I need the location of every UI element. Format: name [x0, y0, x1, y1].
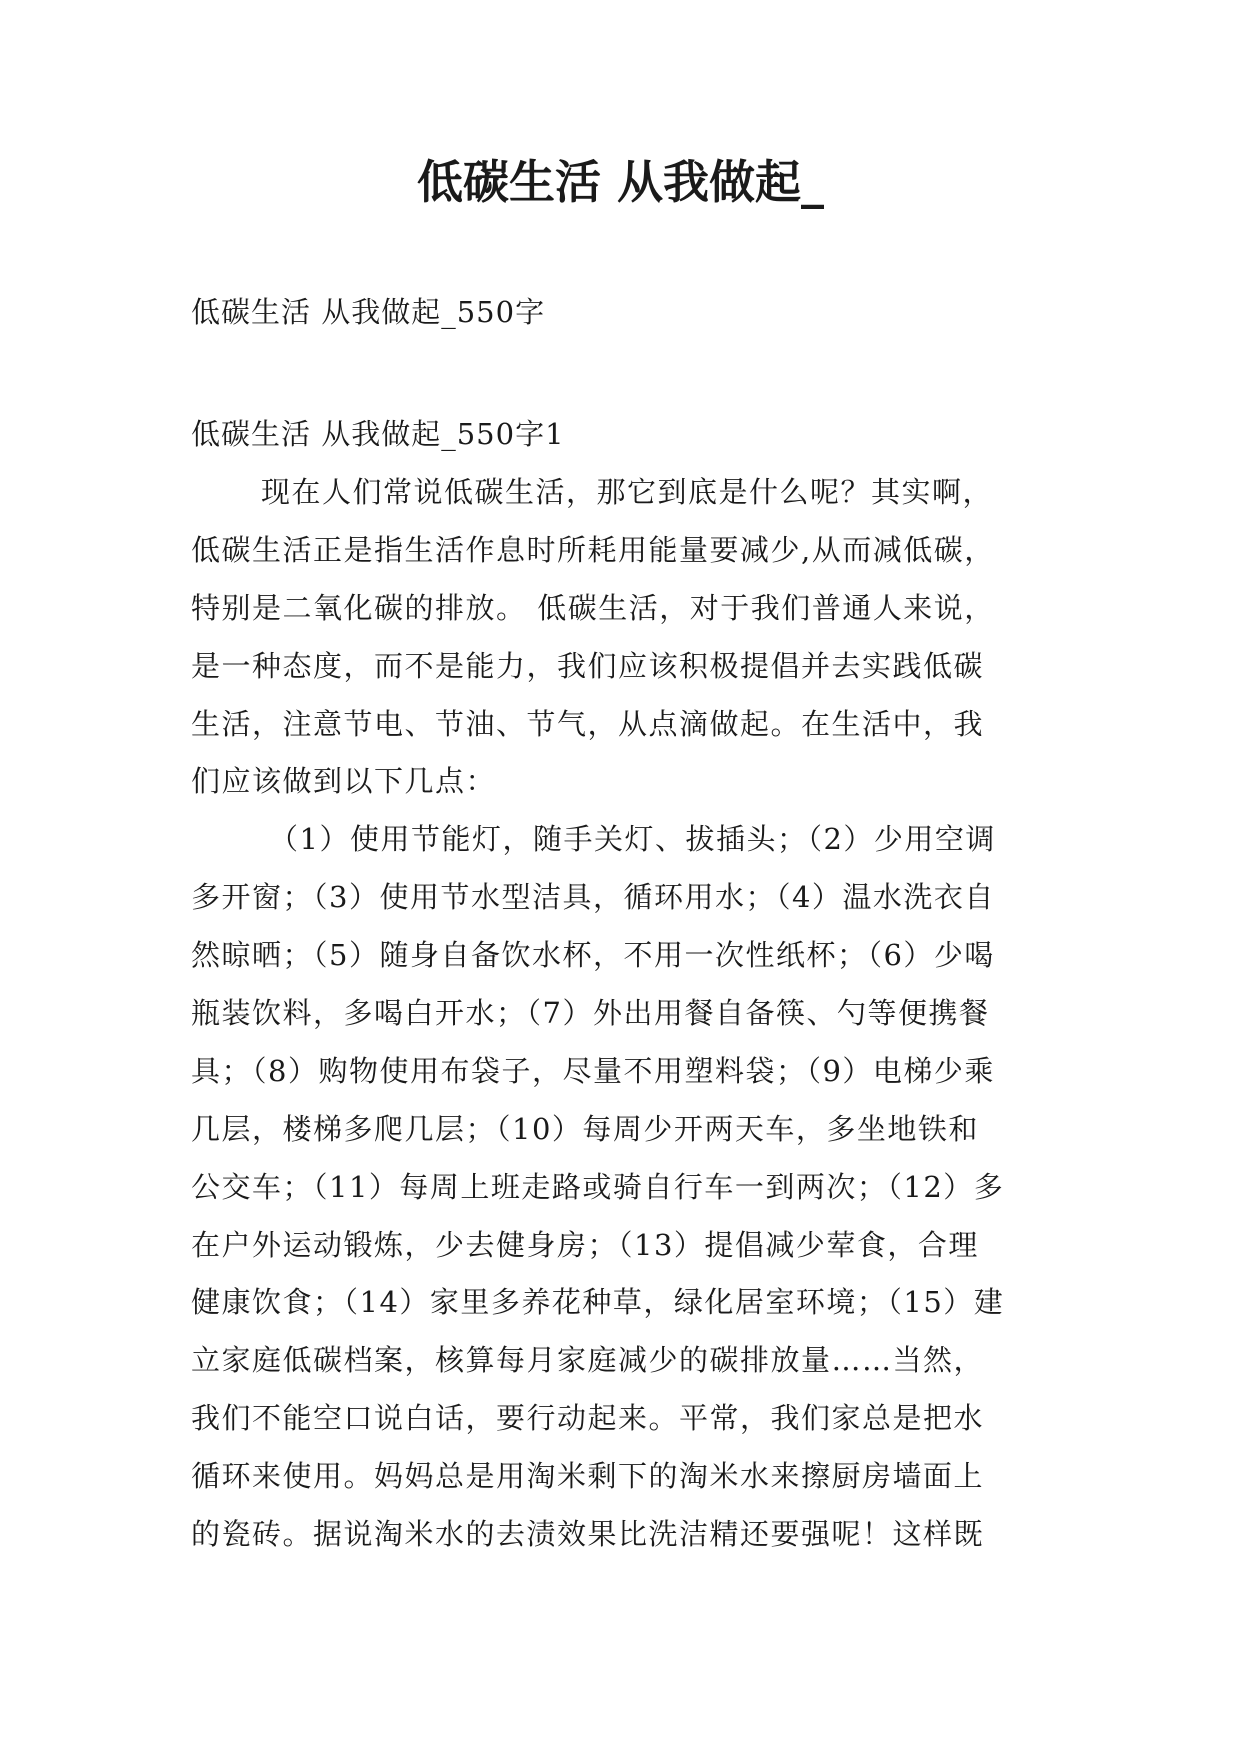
paragraph-line: 具；（8）购物使用布袋子，尽量不用塑料袋；（9）电梯少乘 — [191, 1053, 995, 1088]
paragraph-line: 立家庭低碳档案，核算每月家庭减少的碳排放量……当然， — [191, 1343, 985, 1378]
paragraph-line: 多开窗；（3）使用节水型洁具，循环用水；（4）温水洗衣自 — [191, 880, 995, 915]
document-title: 低碳生活 从我做起_ — [416, 155, 824, 209]
paragraph-line: 然晾晒；（5）随身自备饮水杯，不用一次性纸杯；（6）少喝 — [191, 938, 995, 973]
paragraph-line: 在户外运动锻炼，少去健身房；（13）提倡减少荤食，合理 — [191, 1227, 979, 1262]
paragraph-line: 的瓷砖。据说淘米水的去渍效果比洗洁精还要强呢！这样既 — [191, 1517, 985, 1552]
paragraph-line: 生活，注意节电、节油、节气，从点滴做起。在生活中，我 — [191, 706, 985, 741]
paragraph-line: 特别是二氧化碳的排放。 低碳生活，对于我们普通人来说， — [191, 590, 995, 625]
paragraph-line: 瓶装饮料，多喝白开水；（7）外出用餐自备筷、勺等便携餐 — [191, 996, 990, 1031]
paragraph-line: 低碳生活正是指生活作息时所耗用能量要减少,从而减低碳， — [191, 532, 995, 567]
paragraph-line: 现在人们常说低碳生活，那它到底是什么呢？其实啊， — [261, 475, 994, 509]
document-subtitle: 低碳生活 从我做起_550字 — [191, 295, 546, 329]
paragraph-line: 健康饮食；（14）家里多养花种草，绿化居室环境；（15）建 — [191, 1285, 1005, 1320]
paragraph-line: 们应该做到以下几点： — [191, 764, 497, 799]
paragraph-line: 几层，楼梯多爬几层；（10）每周少开两天车，多坐地铁和 — [191, 1111, 979, 1146]
paragraph-line: 公交车；（11）每周上班走路或骑自行车一到两次；（12）多 — [191, 1169, 1005, 1204]
paragraph-line: 是一种态度，而不是能力，我们应该积极提倡并去实践低碳 — [191, 648, 985, 683]
body-text — [191, 464, 1061, 1564]
section-heading: 低碳生活 从我做起_550字1 — [191, 417, 565, 451]
paragraph-line: （1）使用节能灯，随手关灯、拔插头；（2）少用空调 — [269, 822, 996, 857]
paragraph-line: 循环来使用。妈妈总是用淘米剩下的淘米水来擦厨房墙面上 — [191, 1459, 985, 1494]
paragraph-line: 我们不能空口说白话，要行动起来。平常，我们家总是把水 — [191, 1401, 985, 1436]
